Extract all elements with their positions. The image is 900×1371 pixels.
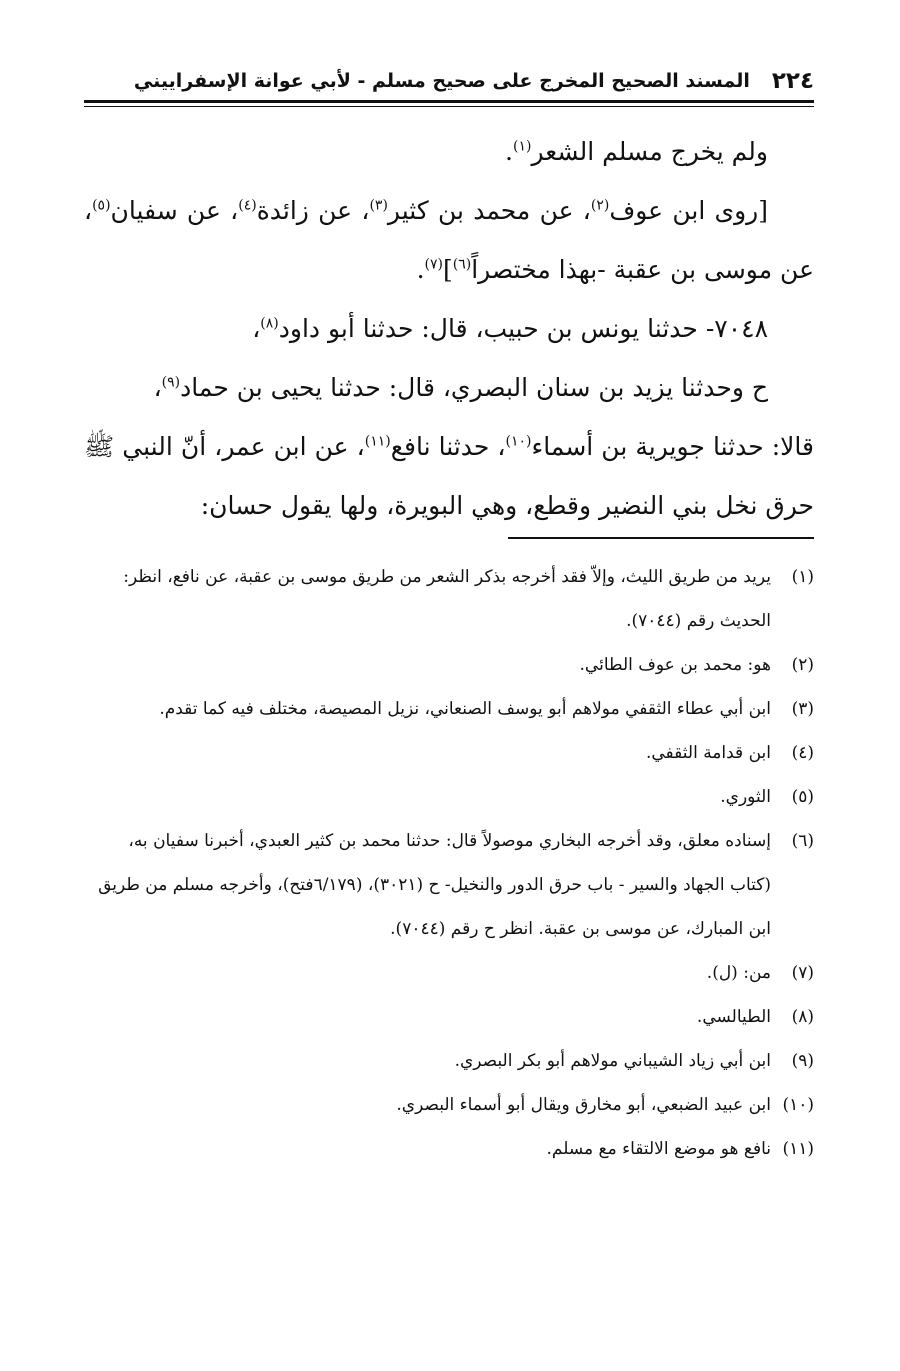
footnote-number: (٩) bbox=[791, 1051, 814, 1071]
footnote: (١)يريد من طريق الليث، وإلاّ فقد أخرجه بذكر الشعر من طريق موسى بن عقبة، عن نافع، انظر: الحديث رقم (٧٠٤٤). bbox=[84, 555, 814, 643]
header-rule-thin bbox=[84, 106, 814, 107]
footnote-ref: (١٠) bbox=[505, 433, 532, 450]
footnote-ref: (٥) bbox=[92, 197, 111, 214]
footnote: (٢)هو: محمد بن عوف الطائي. bbox=[84, 643, 814, 687]
footnote: (١٠)ابن عبيد الضبعي، أبو مخارق ويقال أبو أسماء البصري. bbox=[84, 1083, 814, 1127]
footnote-ref: (٩) bbox=[161, 374, 181, 391]
footnote-ref: (٢) bbox=[590, 197, 610, 214]
main-text bbox=[84, 122, 814, 535]
footnote-number: (٤) bbox=[791, 743, 814, 763]
footnote-ref: (١١) bbox=[364, 433, 391, 450]
paragraph-1: ولم يخرج مسلم الشعر$^{(١)}$. bbox=[505, 137, 768, 166]
footnote-number: (١) bbox=[791, 567, 814, 587]
footnote: (٦)إسناده معلق، وقد أخرجه البخاري موصولاً قال: حدثنا محمد بن كثير العبدي، أخبرنا سفيان به، (كتاب الجهاد والسير - باب حرق الدور والنخيل- ح (٣٠٢١)، (٦/١٧٩فتح)، وأخرجه مسلم من طريق ابن المبارك، عن موسى بن عقبة. انظر ح رقم (٧٠٤٤). bbox=[84, 819, 814, 951]
footnote: (٣)ابن أبي عطاء الثقفي مولاهم أبو يوسف الصنعاني، نزيل المصيصة، مختلف فيه كما تقدم. bbox=[84, 687, 814, 731]
hadith-matn: قالا: حدثنا جويرية بن أسماء$^{(١٠)}$، حدثنا نافع$^{(١١)}$، عن ابن عمر، أنّ النبي ﷺ حرق نخل بني النضير وقطع، وهي البويرة، ولها يقول حسان: bbox=[84, 432, 815, 520]
footnote: (٥)الثوري. bbox=[84, 775, 814, 819]
running-title: المسند الصحيح المخرج على صحيح مسلم - لأبي عوانة الإسفراييني bbox=[133, 70, 750, 92]
footnote-number: (١٠) bbox=[782, 1095, 814, 1115]
footnote: (٤)ابن قدامة الثقفي. bbox=[84, 731, 814, 775]
footnote: (٩)ابن أبي زياد الشيباني مولاهم أبو بكر البصري. bbox=[84, 1039, 814, 1083]
footnote: (٧)من: (ل). bbox=[84, 951, 814, 995]
page-number: ٢٢٤ bbox=[771, 68, 814, 94]
footnote-number: (٥) bbox=[791, 787, 814, 807]
footnote-number: (٧) bbox=[791, 963, 814, 983]
hadith-isnad-line-2: ح وحدثنا يزيد بن سنان البصري، قال: حدثنا يحيى بن حماد$^{(٩)}$، bbox=[153, 373, 768, 402]
paragraph-2: [روى ابن عوف$^{(٢)}$، عن محمد بن كثير$^{(٣)}$، عن زائدة$^{(٤)}$، عن سفيان$^{(٥)}$، عن موسى بن عقبة -بهذا مختصراً$^{(٦)}$]$^{(٧)}$. bbox=[84, 196, 814, 284]
footnote-ref: (٧) bbox=[424, 256, 443, 273]
footnote-number: (٢) bbox=[791, 655, 814, 675]
running-header bbox=[84, 62, 814, 100]
footnote-ref: (١) bbox=[513, 138, 532, 155]
footnote-ref: (٦) bbox=[452, 256, 472, 273]
footnote-number: (٣) bbox=[791, 699, 814, 719]
footnote-ref: (٤) bbox=[238, 197, 257, 214]
footnote-ref: (٣) bbox=[369, 197, 388, 214]
footnote: (٨)الطيالسي. bbox=[84, 995, 814, 1039]
footnote-number: (٦) bbox=[791, 831, 814, 851]
header-rule-thick bbox=[84, 100, 814, 103]
footnotes bbox=[84, 555, 814, 1171]
footnote-number: (٨) bbox=[791, 1007, 814, 1027]
hadith-isnad-line-1: ٧٠٤٨- حدثنا يونس بن حبيب، قال: حدثنا أبو داود$^{(٨)}$، bbox=[252, 314, 768, 343]
footnote-number: (١١) bbox=[782, 1139, 814, 1159]
footnote-ref: (٨) bbox=[260, 315, 279, 332]
footnote-separator bbox=[508, 537, 814, 539]
footnote: (١١)نافع هو موضع الالتقاء مع مسلم. bbox=[84, 1127, 814, 1171]
